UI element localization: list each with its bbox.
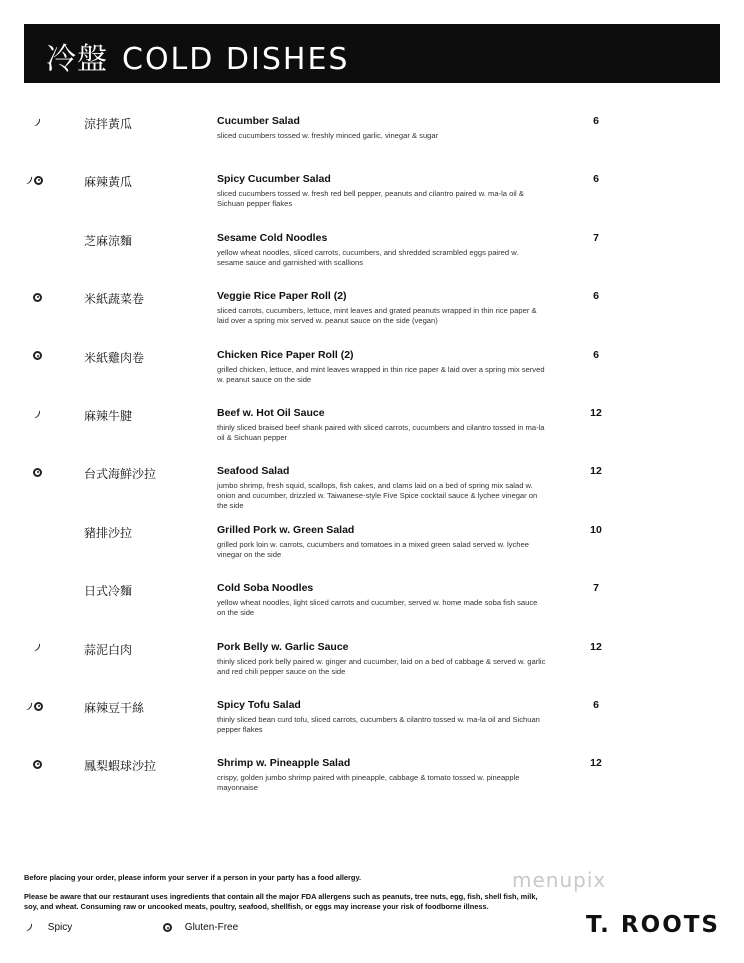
item-price: 7: [593, 231, 599, 244]
item-description: sliced cucumbers tossed w. fresh red bell pepper, peanuts and cilantro paired w. ma-la oil & Sichuan pepper flakes: [217, 189, 524, 209]
watermark: menupix: [512, 868, 607, 892]
dietary-icons: [24, 699, 54, 713]
item-description: thinly sliced braised beef shank paired with sliced carrots, cucumbers and cilantro tossed in ma-la oil & Sichuan pepper: [217, 423, 545, 442]
item-name-zh: 麻辣黃瓜: [84, 175, 133, 190]
item-description: thinly sliced bean curd tofu, sliced carrots, cucumbers & cilantro tossed w. ma-la oil and Sichuan pepper flakes: [217, 715, 540, 734]
dietary-icons: [32, 465, 62, 479]
item-name-zh: 麻辣豆干絲: [84, 701, 145, 715]
dietary-icons: [32, 115, 62, 129]
item-price: 6: [593, 290, 599, 303]
item-name: Chicken Rice Paper Roll (2): [217, 348, 354, 361]
brand-logo: T. ROOTS: [585, 912, 720, 938]
item-name-zh: 米紙蔬菜卷: [84, 292, 145, 307]
gluten-free-icon: [34, 702, 43, 711]
section-header: [24, 24, 720, 83]
item-name: Sesame Cold Noodles: [217, 231, 328, 244]
item-description: yellow wheat noodles, sliced carrots, cucumbers, and shredded scrambled eggs paired w. sesame sauce and garnished with scallions: [217, 247, 519, 267]
menu-item: [0, 115, 744, 171]
item-description: sliced carrots, cucumbers, lettuce, mint leaves and grated peanuts wrapped in thin rice paper & laid over a spring mix served w. peanut sauce on the side (vegan): [217, 306, 537, 326]
item-price: 12: [590, 640, 602, 653]
item-name-zh: 豬排沙拉: [84, 525, 133, 540]
item-price: 6: [593, 348, 599, 361]
chili-icon: [24, 700, 33, 712]
item-price: 12: [590, 465, 602, 478]
section-title: [46, 34, 349, 78]
menu-item: [0, 641, 744, 697]
item-price: 6: [593, 115, 599, 127]
allergen-warning: Please be aware that our restaurant uses ingredients that contain all the major FDA allergens such as peanuts, tree nuts, egg, fish, shell fish, milk, soy, and wheat. Consuming raw or uncooked meats, poultry, seafood, shellfish, or eggs may increase your risk of foodborne illness.: [24, 892, 538, 911]
dietary-icons: [32, 349, 62, 363]
dietary-icons: [32, 407, 62, 421]
item-description: crispy, golden jumbo shrimp paired with pineapple, cabbage & tomato tossed w. pineapple mayonnaise: [217, 773, 520, 793]
item-description: grilled pork loin w. carrots, cucumbers and tomatoes in a mixed green salad served w. lychee vinegar on the side: [217, 539, 529, 559]
gluten-free-icon: [163, 923, 172, 932]
item-name-zh: 台式海鮮沙拉: [84, 467, 157, 482]
item-name: Cucumber Salad: [217, 115, 300, 127]
item-description: thinly sliced pork belly paired w. ginger and cucumber, laid on a bed of cabbage & served w. garlic and red chili pepper sauce on the side: [217, 656, 546, 676]
item-name: Spicy Cucumber Salad: [217, 173, 331, 186]
legend-gf-label: Gluten-Free: [184, 922, 239, 933]
chili-icon: [32, 116, 41, 128]
menu-item: [0, 757, 744, 813]
menu-item: [0, 232, 744, 288]
menu-item: [0, 407, 744, 463]
item-price: 6: [593, 173, 599, 186]
gluten-free-icon: [34, 176, 43, 185]
item-name-zh: 鳳梨蝦球沙拉: [84, 759, 157, 774]
item-name: Beef w. Hot Oil Sauce: [217, 407, 325, 419]
menu-item: [0, 465, 744, 521]
item-name-zh: 米紙雞肉卷: [84, 350, 145, 365]
item-name-zh: 蒜泥白肉: [84, 642, 133, 657]
item-name-zh: 芝麻涼麵: [84, 233, 133, 248]
menu-item: [0, 349, 744, 405]
gluten-free-icon: [33, 351, 42, 360]
menu-item: [0, 699, 744, 755]
menu-item: [0, 524, 744, 580]
item-name: Spicy Tofu Salad: [217, 699, 301, 711]
legend: [24, 922, 238, 933]
item-price: 6: [593, 699, 599, 711]
item-description: jumbo shrimp, fresh squid, scallops, fish cakes, and clams laid on a bed of spring mix salad w. onion and cucumber, drizzled w. Taiwanese-style Five Spice cocktail sauce & lychee vinegar on the side: [217, 481, 538, 511]
item-name-zh: 涼拌黃瓜: [84, 117, 133, 131]
gluten-free-icon: [33, 293, 42, 302]
item-description: yellow wheat noodles, light sliced carrots and cucumber, served w. home made soba fish sauce on the side: [217, 598, 538, 618]
section-title-zh: 冷盤: [46, 42, 108, 77]
item-price: 12: [590, 757, 602, 770]
item-name: Seafood Salad: [217, 465, 290, 478]
item-name: Shrimp w. Pineapple Salad: [217, 757, 351, 770]
dietary-icons: [32, 757, 62, 771]
dietary-icons: [32, 290, 62, 304]
allergy-notice: Before placing your order, please inform your server if a person in your party has a food allergy.: [24, 873, 362, 882]
chili-icon: [32, 408, 41, 420]
dietary-icons: [24, 173, 54, 187]
item-description: grilled chicken, lettuce, and mint leaves wrapped in thin rice paper & laid over a spring mix served w. peanut sauce on the side: [217, 364, 545, 384]
dietary-icons: [32, 641, 62, 655]
chili-icon: [24, 174, 33, 186]
item-description: sliced cucumbers tossed w. freshly minced garlic, vinegar & sugar: [217, 131, 439, 140]
menu-item: [0, 582, 744, 638]
gluten-free-icon: [33, 760, 42, 769]
gluten-free-icon: [33, 468, 42, 477]
item-name: Cold Soba Noodles: [217, 582, 314, 595]
menu-item: [0, 173, 744, 229]
item-name-zh: 日式冷麵: [84, 584, 133, 599]
chili-icon: [32, 642, 41, 654]
item-name: Veggie Rice Paper Roll (2): [217, 290, 347, 303]
section-title-en: COLD DISHES: [122, 42, 350, 77]
item-name: Grilled Pork w. Green Salad: [217, 523, 355, 536]
menu-item: [0, 290, 744, 346]
chili-icon: [24, 922, 33, 933]
item-price: 10: [590, 523, 602, 536]
legend-spicy-label: Spicy: [47, 922, 73, 933]
item-price: 7: [593, 582, 599, 595]
item-price: 12: [590, 407, 602, 419]
item-name-zh: 麻辣牛腱: [84, 409, 133, 423]
item-name: Pork Belly w. Garlic Sauce: [217, 640, 349, 653]
